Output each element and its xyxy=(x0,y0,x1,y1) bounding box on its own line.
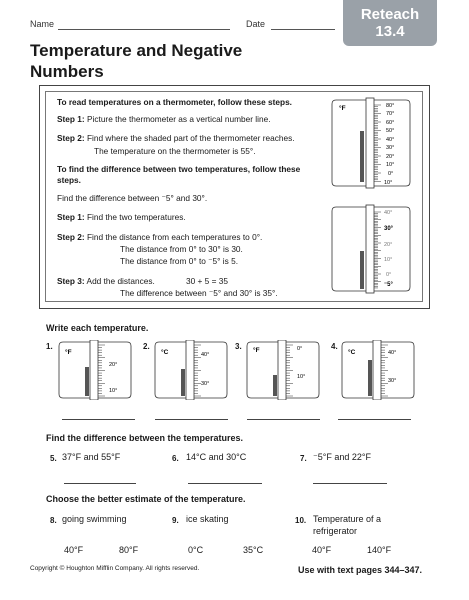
thermo2-label: 10° xyxy=(384,257,393,263)
thermo-label-bottom: 10° xyxy=(297,374,306,380)
thermometer-3 xyxy=(245,340,321,400)
mercury xyxy=(181,369,185,396)
page-title-line1: Temperature and Negative xyxy=(30,41,243,60)
lesson-thermometer-1 xyxy=(330,96,412,190)
section3-heading: Choose the better estimate of the temperature. xyxy=(46,494,246,504)
option-8a[interactable]: 40°F xyxy=(64,545,84,555)
thermo-label-top: 0° xyxy=(297,346,303,352)
diff-example: Find the difference between ⁻5° and 30°. xyxy=(57,193,208,203)
item-number: 1. xyxy=(46,342,53,351)
step1-text: Picture the thermometer as a vertical number line. xyxy=(86,114,271,124)
page-title-line2: Numbers xyxy=(30,62,104,81)
diff-step2 xyxy=(57,232,327,243)
thermometer-2 xyxy=(153,340,229,400)
answer-line-1[interactable] xyxy=(62,419,135,420)
option-10b[interactable]: 140°F xyxy=(367,545,392,555)
diff-step1-label: Step 1: xyxy=(57,212,85,222)
thermometer-1 xyxy=(57,340,133,400)
option-9a[interactable]: 0°C xyxy=(188,545,204,555)
option-8b[interactable]: 80°F xyxy=(119,545,139,555)
option-9b[interactable]: 35°C xyxy=(243,545,264,555)
diff-step3-math: 30 + 5 = 35 xyxy=(186,276,228,286)
thermo2-label: 30° xyxy=(384,226,394,232)
item-number: 10. xyxy=(295,516,307,525)
thermo-unit: °C xyxy=(161,349,169,356)
answer-line-3[interactable] xyxy=(247,419,320,420)
option-10a[interactable]: 40°F xyxy=(312,545,332,555)
thermo2-label: 0° xyxy=(386,272,392,278)
thermo-label-bottom: 30° xyxy=(201,381,210,387)
copyright: Copyright © Houghton Mifflin Company. All rights reserved. xyxy=(30,565,200,572)
section1-heading: Write each temperature. xyxy=(46,323,149,333)
thermo2-label: ⁻5° xyxy=(384,282,393,288)
answer-line-2[interactable] xyxy=(155,419,228,420)
item-number: 7. xyxy=(300,454,307,463)
lesson-thermo1-unit: °F xyxy=(339,105,346,112)
lesson-thermometer-2 xyxy=(330,203,412,295)
problem-10-line2: refrigerator xyxy=(313,526,358,536)
thermo1-label: 20° xyxy=(386,154,395,160)
thermo-unit: °F xyxy=(65,349,72,356)
thermometer-4 xyxy=(340,340,416,400)
thermo1-label: 30° xyxy=(386,145,395,151)
thermo-label-bottom: 30° xyxy=(388,378,397,384)
diff-step2-text: Find the distance from each temperatures to 0°. xyxy=(86,232,263,242)
diff-heading: To find the difference between two temperatures, follow these steps. xyxy=(57,164,301,185)
diff-step2-line3: The distance from 0° to ⁻5° is 5. xyxy=(120,256,239,266)
item-number: 4. xyxy=(331,342,338,351)
reteach-badge xyxy=(343,0,437,46)
step2-label: Step 2: xyxy=(57,133,85,143)
thermo1-label: 10° xyxy=(386,162,395,168)
answer-line-5[interactable] xyxy=(64,483,136,484)
thermo-label-bottom: 10° xyxy=(109,388,118,394)
thermo-label-top: 40° xyxy=(201,352,210,358)
name-field[interactable] xyxy=(58,29,230,30)
lesson-thermo1-mercury xyxy=(360,131,364,182)
thermo1-label: 0° xyxy=(388,171,394,177)
thermo1-label: 60° xyxy=(386,120,395,126)
thermo1-label: 80° xyxy=(386,103,395,109)
problem-5: 37°F and 55°F xyxy=(62,452,121,462)
item-number: 2. xyxy=(143,342,150,351)
answer-line-4[interactable] xyxy=(338,419,411,420)
item-number: 6. xyxy=(172,454,179,463)
use-with-pages: Use with text pages 344–347. xyxy=(298,565,423,575)
badge-title: Reteach xyxy=(360,6,420,23)
badge-number: 13.4 xyxy=(375,23,405,40)
diff-step3 xyxy=(57,276,155,287)
date-label: Date xyxy=(246,19,266,29)
thermo-unit: °F xyxy=(253,347,260,354)
answer-line-7[interactable] xyxy=(313,483,387,484)
thermo1-label: 50° xyxy=(386,128,395,134)
thermo1-label: 70° xyxy=(386,111,395,117)
mercury xyxy=(85,367,89,396)
lesson-thermo2-mercury xyxy=(360,251,364,289)
problem-10: Temperature of a xyxy=(313,514,382,524)
problem-6: 14°C and 30°C xyxy=(186,452,247,462)
date-field[interactable] xyxy=(271,29,335,30)
diff-step3-text: Add the distances. xyxy=(86,276,155,286)
mercury xyxy=(368,360,372,396)
diff-step1-text: Find the two temperatures. xyxy=(86,212,186,222)
diff-step2-label: Step 2: xyxy=(57,232,85,242)
problem-9: ice skating xyxy=(186,514,229,524)
step2-line2: The temperature on the thermometer is 55°. xyxy=(94,146,256,156)
step1 xyxy=(57,114,327,125)
diff-step3-line2: The difference between ⁻5° and 30° is 35°. xyxy=(120,288,278,298)
item-number: 8. xyxy=(50,516,57,525)
thermo2-label: 40° xyxy=(384,210,393,216)
name-label: Name xyxy=(30,19,55,29)
thermo-label-top: 20° xyxy=(109,362,118,368)
diff-step2-line2: The distance from 0° to 30° is 30. xyxy=(120,244,243,254)
thermo1-label: 10° xyxy=(384,180,393,186)
step2-text: Find where the shaded part of the thermometer reaches. xyxy=(86,133,295,143)
step1-label: Step 1: xyxy=(57,114,85,124)
thermo2-label: 20° xyxy=(384,242,393,248)
thermo-label-top: 40° xyxy=(388,350,397,356)
diff-step1 xyxy=(57,212,186,223)
item-number: 9. xyxy=(172,516,179,525)
problem-7: ⁻5°F and 22°F xyxy=(313,452,371,462)
lesson-intro: To read temperatures on a thermometer, follow these steps. xyxy=(57,97,292,107)
page-title xyxy=(30,40,242,82)
problem-8: going swimming xyxy=(62,514,127,524)
section2-heading: Find the difference between the temperatures. xyxy=(46,433,244,443)
diff-step3-label: Step 3: xyxy=(57,276,85,286)
item-number: 3. xyxy=(235,342,242,351)
answer-line-6[interactable] xyxy=(188,483,262,484)
mercury xyxy=(273,375,277,396)
step2 xyxy=(57,133,337,144)
thermo-unit: °C xyxy=(348,349,356,356)
item-number: 5. xyxy=(50,454,57,463)
thermo1-label: 40° xyxy=(386,137,395,143)
